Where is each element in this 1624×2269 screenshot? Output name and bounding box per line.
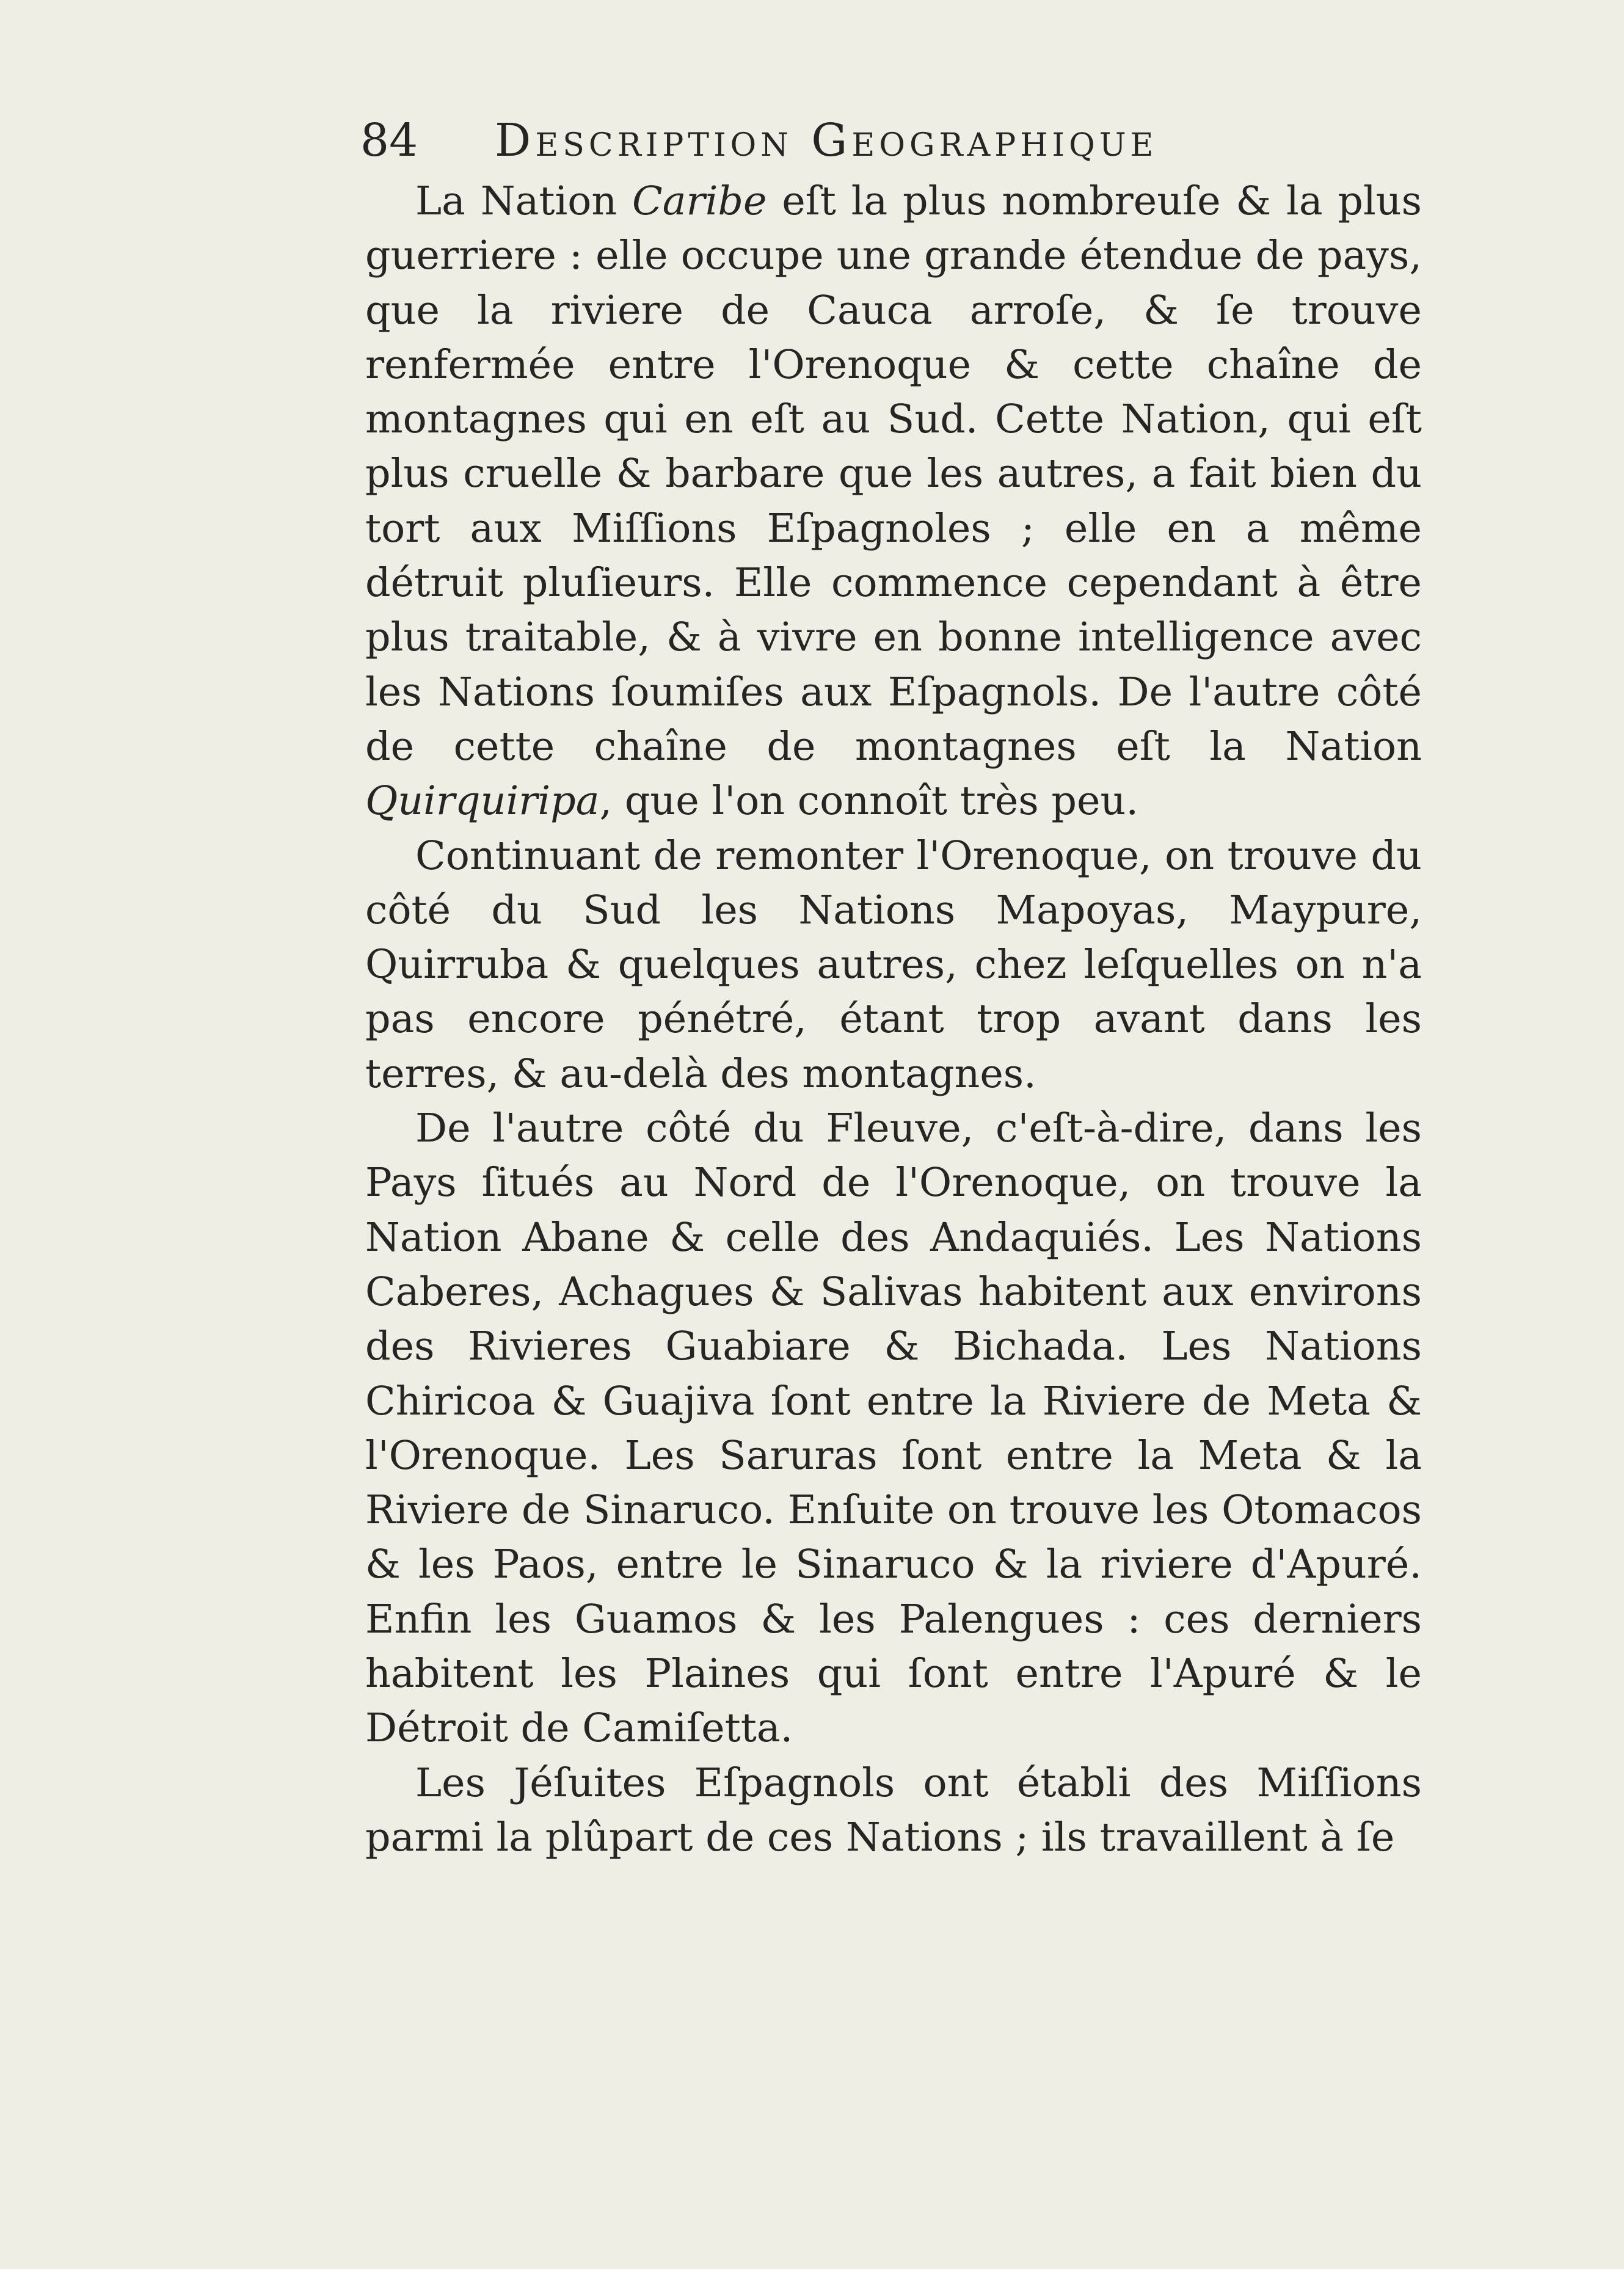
paragraph-south-nations [365, 829, 1422, 1101]
text-run: eſt la plus nombreuſe & la plus guerriere : elle occupe une grande étendue de pays, que la riviere de Cauca arroſe, & ſe trouve renfermée entre l'Orenoque & cette chaîne de montagnes qui en eſt au Sud. Cette Nation, qui eſt plus cruelle & barbare que les autres, a fait bien du tort aux Miſſions Eſpagnoles ; elle en a même détruit pluſieurs. Elle commence cependant à être plus traitable, & à vivre en bonne intelligence avec les Nations ſoumiſes aux Eſpagnols. De l'autre côté de cette chaîne de montagnes eſt la Nation [365, 178, 1422, 770]
nation-name-caribe: Caribe [632, 178, 767, 224]
page-number: 84 [360, 114, 418, 167]
body-text [365, 174, 1422, 1865]
paragraph-north-nations [365, 1101, 1422, 1756]
text-run: Continuant de remonter l'Orenoque, on trouve du côté du Sud les Nations Mapoyas, Maypure, Quirruba & quelques autres, chez leſquelles on n'a pas encore pénétré, étant trop avant dans les terres, & au-delà des montagnes. [365, 832, 1422, 1097]
paragraph-missions [365, 1756, 1422, 1865]
text-run: , que l'on connoît très peu. [599, 778, 1138, 825]
nation-name-quirquiripa: Quirquiripa [365, 778, 600, 825]
text-run: La Nation [415, 178, 633, 224]
page-header [360, 107, 1301, 174]
paragraph-caribe [365, 174, 1422, 829]
running-title: Description Geographique [495, 114, 1158, 167]
text-run: De l'autre côté du Fleuve, c'eſt-à-dire, dans les Pays ſitués au Nord de l'Orenoque, on trouve la Nation Abane & celle des Andaquiés. Les Nations Caberes, Achagues & Salivas habitent aux environs des Rivieres Guabiare & Bichada. Les Nations Chiricoa & Guajiva ſont entre la Riviere de Meta & l'Orenoque. Les Saruras ſont entre la Meta & la Riviere de Sinaruco. Enſuite on trouve les Otomacos & les Paos, entre le Sinaruco & la riviere d'Apuré. Enfin les Guamos & les Palengues : ces derniers habitent les Plaines qui ſont entre l'Apuré & le Détroit de Camiſetta. [365, 1105, 1422, 1752]
text-run: Les Jéſuites Eſpagnols ont établi des Miſſions parmi la plûpart de ces Nations ; ils travaillent à ſe [365, 1760, 1422, 1860]
